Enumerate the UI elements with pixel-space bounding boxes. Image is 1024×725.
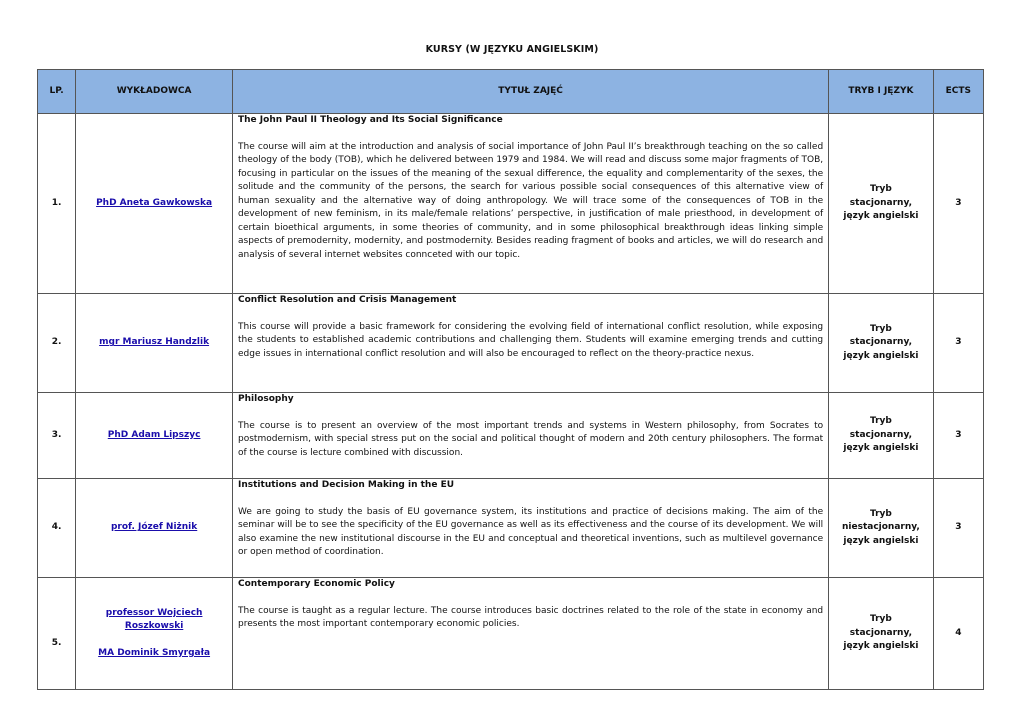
course-cell [233, 578, 829, 690]
table-header-row [38, 70, 984, 114]
lecturer-link[interactable]: PhD Aneta Gawkowska [96, 197, 213, 208]
header-ects: ECTS [933, 70, 983, 114]
row-number: 2. [38, 294, 76, 393]
lecturer-link[interactable]: prof. Józef Niżnik [110, 522, 198, 533]
mode-cell [829, 393, 934, 479]
mode-label: Tryb [869, 184, 892, 195]
mode-label: Tryb [869, 323, 892, 334]
row-number: 5. [38, 578, 76, 690]
courses-table [37, 69, 984, 690]
course-description: We are going to study the basis of EU governance system, its institutions and practice of decisions making. The aim of the seminar will be to see the specificity of the EU governance as well as its effectiveness and the course of its development. We will also examine the new institutional discourse in the EU and conceptual and theoretical inventions, such as multilevel governance or open method of coordination. [238, 506, 824, 557]
mode-label: Tryb [869, 508, 892, 519]
lecturer-link[interactable]: professor Wojciech Roszkowski [105, 607, 203, 632]
mode-type: stacjonarny, [849, 197, 913, 208]
page-title: KURSY (W JĘZYKU ANGIELSKIM) [425, 44, 599, 55]
mode-language: język angielski [843, 211, 919, 222]
lecturer-cell [76, 114, 233, 294]
table-row [38, 578, 984, 690]
mode-type: stacjonarny, [849, 627, 913, 638]
course-cell [233, 114, 829, 294]
mode-type: niestacjonarny, [842, 522, 920, 533]
course-description: The course is to present an overview of the most important trends and systems in Western philosophy, from Socrates to postmodernism, with special stress put on the social and political thought of modern and 20th century philosophers. The format of the course is lecture combined with discussion. [238, 420, 824, 458]
ects-value: 4 [933, 578, 983, 690]
header-course-title: TYTUŁ ZAJĘĆ [233, 70, 829, 114]
mode-cell [829, 578, 934, 690]
ects-value: 3 [933, 393, 983, 479]
table-row [38, 479, 984, 578]
header-lecturer: WYKŁADOWCA [76, 70, 233, 114]
table-row [38, 114, 984, 294]
course-description: The course is taught as a regular lecture. The course introduces basic doctrines related to the role of the state in economy and presents the most important contemporary economic policies. [238, 605, 824, 629]
lecturer-link[interactable]: mgr Mariusz Handzlik [99, 337, 210, 348]
course-cell [233, 294, 829, 393]
ects-value: 3 [933, 294, 983, 393]
course-description: This course will provide a basic framework for considering the evolving field of international conflict resolution, while exposing the students to established academic contributions and challenging them. Students will examine emerging trends and cutting edge issues in international conflict resolution and will also be encouraged to reflect on the theory-practice nexus. [238, 321, 824, 359]
table-row [38, 393, 984, 479]
lecturer-spacer [80, 634, 228, 647]
ects-value: 3 [933, 479, 983, 578]
header-mode-language: TRYB I JĘZYK [829, 70, 934, 114]
row-number: 4. [38, 479, 76, 578]
mode-language: język angielski [843, 641, 919, 652]
mode-language: język angielski [843, 443, 919, 454]
lecturer-link[interactable]: PhD Adam Lipszyc [107, 429, 201, 440]
mode-type: stacjonarny, [849, 337, 913, 348]
mode-cell [829, 114, 934, 294]
mode-language: język angielski [843, 535, 919, 546]
header-lp: LP. [38, 70, 76, 114]
row-number: 1. [38, 114, 76, 294]
mode-label: Tryb [869, 416, 892, 427]
course-title: Contemporary Economic Policy [238, 579, 395, 589]
course-title: Institutions and Decision Making in the EU [238, 480, 455, 490]
course-description: The course will aim at the introduction and analysis of social importance of John Paul II’s breakthrough teaching on the so called theology of the body (TOB), which he delivered between 1979 and 1984. We will read and discuss some major fragments of TOB, focusing in particular on the issues of the meaning of the sexual difference, the equality and complementarity of the sexes, the solitude and the community of the persons, the search for various possible social consequences of this alternative view of human sexuality and the alternative way of doing anthropology. We will trace some of the consequences of TOB in the development of new feminism, in its male/female relations’ perspective, in justification of male priesthood, in development of certain bioethical arguments, in some theories of community, and in some philosophical breakthrough ideas linking simple aspects of premodernity, modernity, and postmodernity. Besides reading fragment of books and articles, we will do research and analysis of several internet websites connceted with our topic. [238, 141, 824, 260]
course-cell [233, 393, 829, 479]
table-row [38, 294, 984, 393]
lecturer-cell [76, 479, 233, 578]
lecturer-cell [76, 294, 233, 393]
mode-label: Tryb [869, 614, 892, 625]
course-cell [233, 479, 829, 578]
mode-type: stacjonarny, [849, 429, 913, 440]
course-title: Conflict Resolution and Crisis Management [238, 295, 457, 305]
row-number: 3. [38, 393, 76, 479]
mode-cell [829, 294, 934, 393]
course-title: The John Paul II Theology and Its Social Significance [238, 115, 503, 125]
mode-language: język angielski [843, 350, 919, 361]
lecturer-cell [76, 393, 233, 479]
ects-value: 3 [933, 114, 983, 294]
mode-cell [829, 479, 934, 578]
lecturer-cell [76, 578, 233, 690]
course-title: Philosophy [238, 394, 294, 404]
lecturer-link[interactable]: MA Dominik Smyrgała [98, 647, 211, 658]
